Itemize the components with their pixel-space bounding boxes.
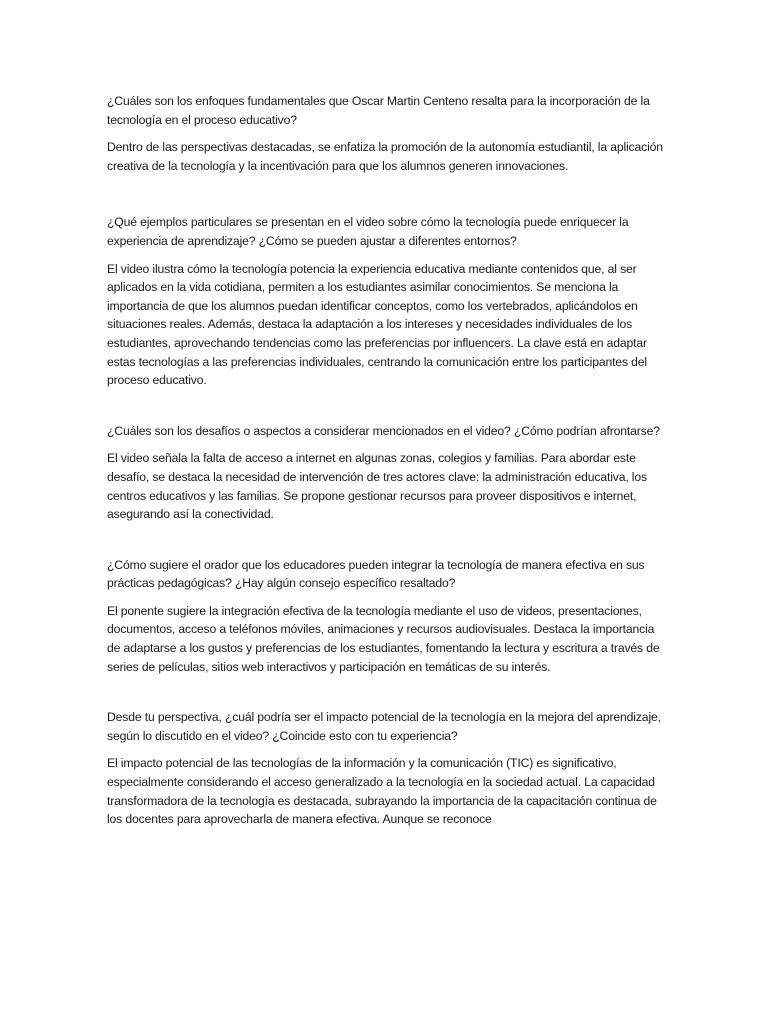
answer-text: El ponente sugiere la integración efectiva de la tecnología mediante el uso de videos, presentaciones, documentos, acceso a teléfonos móviles, animaciones y recursos audiovisuales. Destaca la importancia de adaptarse a los gustos y preferencias de los estudiantes, fomentando la lectura y escritura a través de series de películas, sitios web interactivos y participación en temáticas de su interés.: [107, 603, 660, 674]
qa-section: [107, 422, 663, 524]
answer-text: El video señala la falta de acceso a internet en algunas zonas, colegios y familias. Para abordar este desafío, se destaca la necesidad de intervención de tres actores clave: la administración educativa, los centros educativos y las familias. Se propone gestionar recursos para proveer dispositivos e internet, asegurando así la conectividad.: [107, 451, 647, 522]
question-text: ¿Qué ejemplos particulares se presentan en el video sobre cómo la tecnología puede enriquecer la experiencia de aprendizaje? ¿Cómo se pueden ajustar a diferentes entornos?: [107, 215, 629, 248]
question-text: Desde tu perspectiva, ¿cuál podría ser el impacto potencial de la tecnología en la mejora del aprendizaje, según lo discutido en el video? ¿Coincide esto con tu experiencia?: [107, 710, 661, 743]
question-text: ¿Cuáles son los desafíos o aspectos a considerar mencionados en el video? ¿Cómo podrían afrontarse?: [107, 423, 660, 438]
qa-section: [107, 92, 663, 175]
answer-text: El video ilustra cómo la tecnología potencia la experiencia educativa mediante contenidos que, al ser aplicados en la vida cotidiana, permiten a los estudiantes asimilar conocimientos. Se menciona la importancia de que los alumnos puedan identificar conceptos, como los vertebrados, aplicándolos en situaciones reales. Además, destaca la adaptación a los intereses y necesidades individuales de los estudiantes, aprovechando tendencias como las preferencias por influencers. La clave está en adaptar estas tecnologías a las preferencias individuales, centrando la comunicación entre los participantes del proceso educativo.: [107, 261, 647, 388]
qa-section: [107, 708, 663, 829]
answer-text: Dentro de las perspectivas destacadas, se enfatiza la promoción de la autonomía estudiantil, la aplicación creativa de la tecnología y la incentivación para que los alumnos generen innovaciones.: [107, 140, 663, 173]
qa-section: [107, 556, 663, 677]
answer-text: El impacto potencial de las tecnologías de la información y la comunicación (TIC) es significativo, especialmente considerando el acceso generalizado a la tecnología en la sociedad actual. La capacidad transformadora de la tecnología es destacada, subrayando la importancia de la capacitación continua de los docentes para aprovecharla de manera efectiva. Aunque se reconoce: [107, 756, 657, 827]
document-body: [107, 92, 663, 829]
question-text: ¿Cuáles son los enfoques fundamentales que Oscar Martin Centeno resalta para la incorporación de la tecnología en el proceso educativo?: [107, 94, 650, 127]
qa-section: [107, 213, 663, 389]
question-text: ¿Cómo sugiere el orador que los educadores pueden integrar la tecnología de manera efectiva en sus prácticas pedagógicas? ¿Hay algún consejo específico resaltado?: [107, 557, 645, 591]
